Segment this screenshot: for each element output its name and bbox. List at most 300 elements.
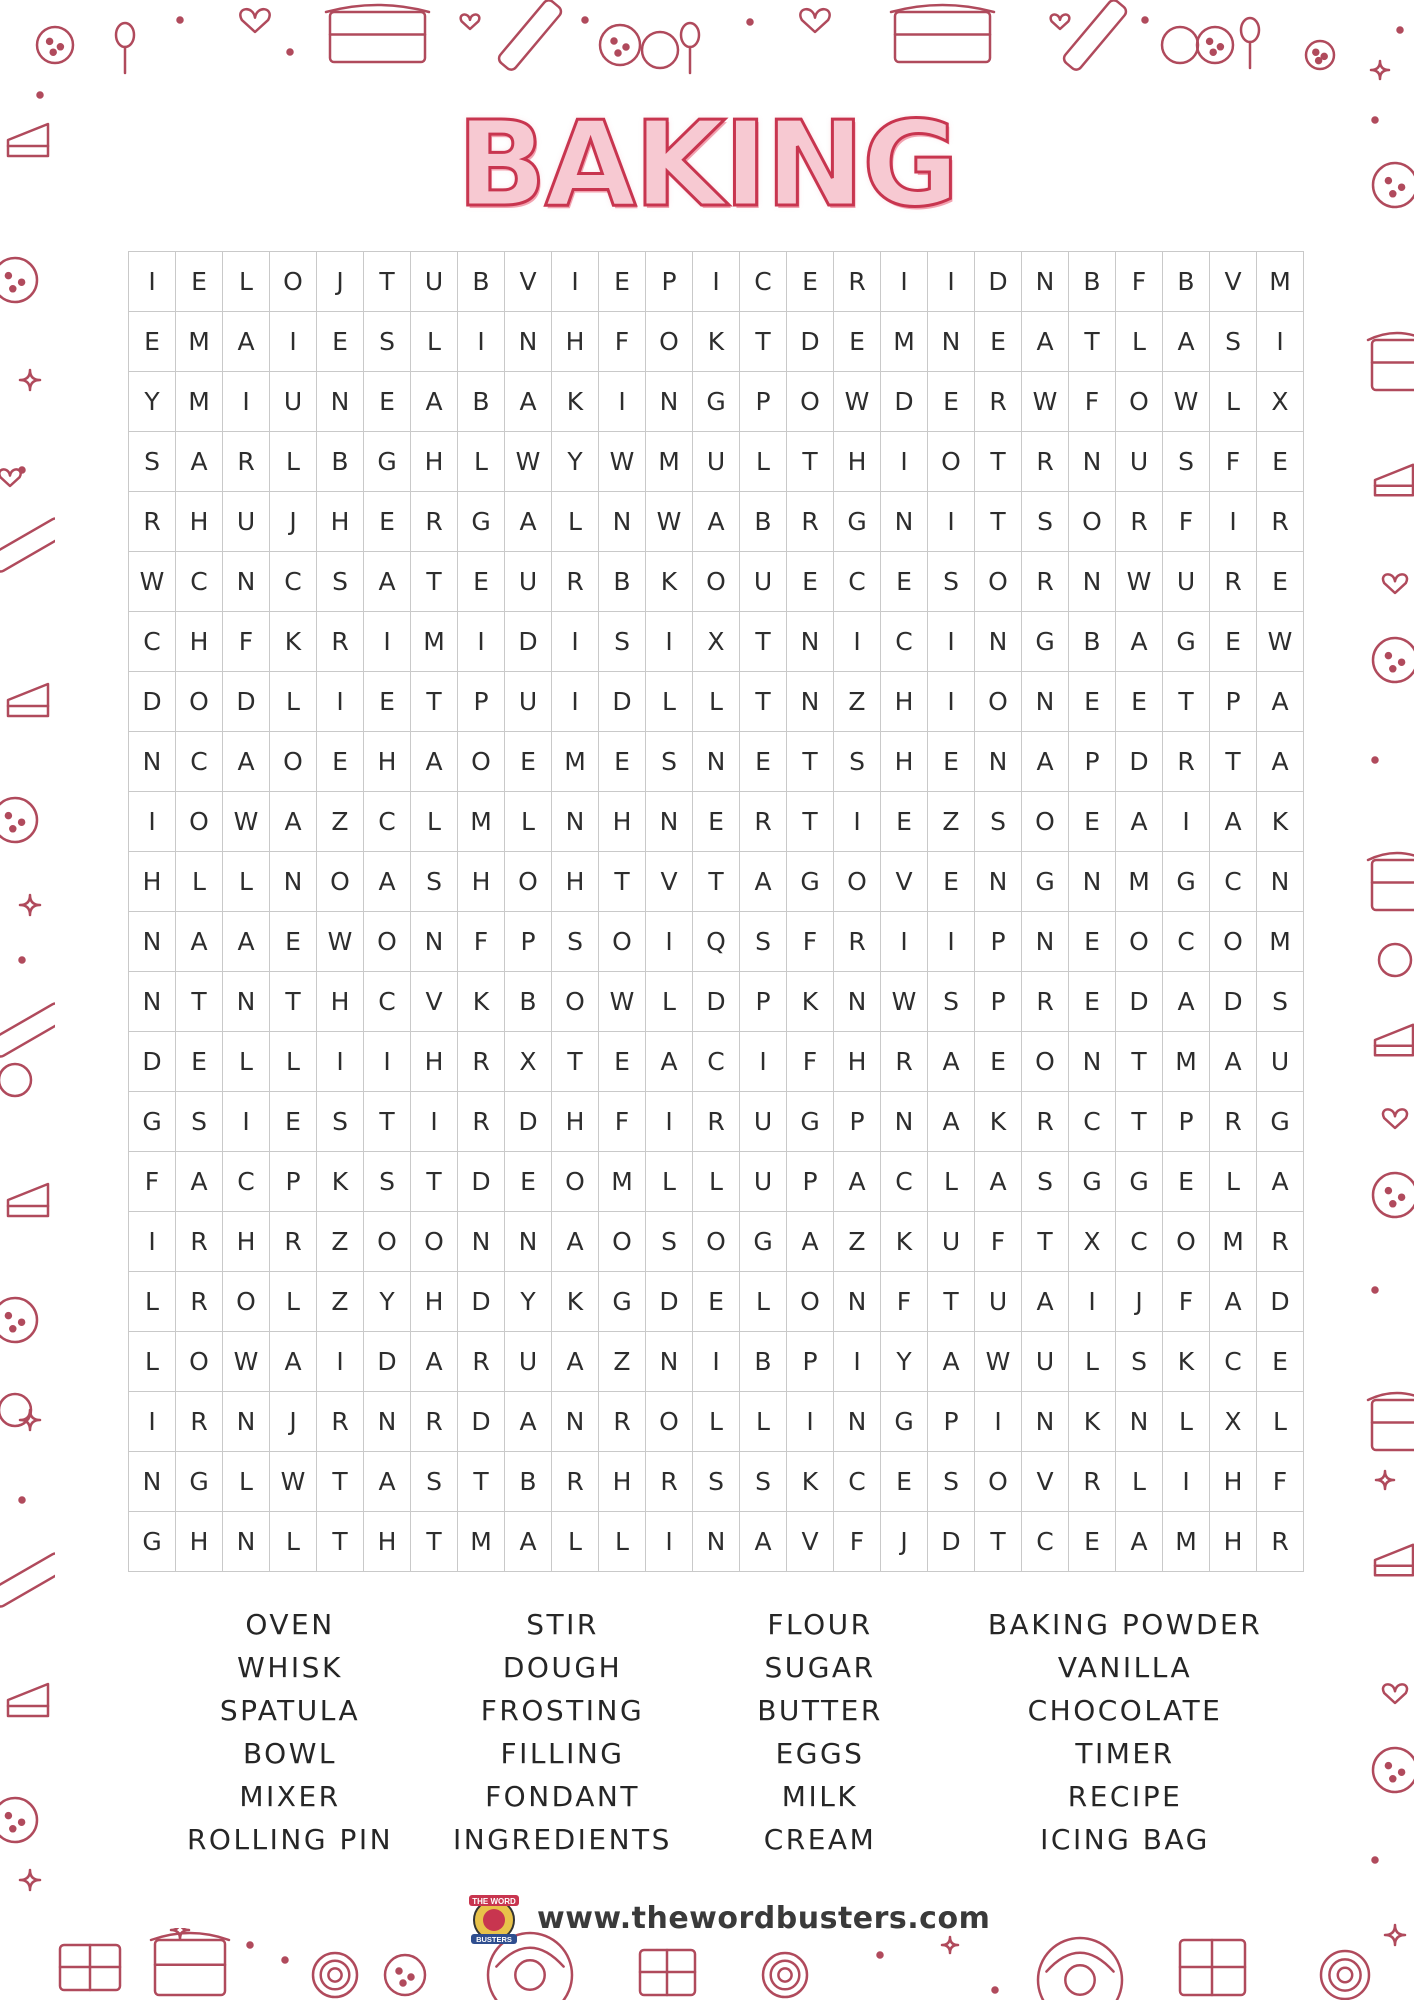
- grid-cell[interactable]: I: [129, 1212, 176, 1272]
- grid-cell[interactable]: L: [552, 1512, 599, 1572]
- grid-cell[interactable]: F: [1257, 1452, 1304, 1512]
- grid-cell[interactable]: T: [270, 972, 317, 1032]
- grid-cell[interactable]: N: [223, 1512, 270, 1572]
- grid-cell[interactable]: W: [975, 1332, 1022, 1392]
- grid-cell[interactable]: K: [787, 972, 834, 1032]
- grid-cell[interactable]: N: [552, 792, 599, 852]
- grid-cell[interactable]: G: [1163, 612, 1210, 672]
- grid-cell[interactable]: D: [1257, 1272, 1304, 1332]
- grid-cell[interactable]: I: [646, 912, 693, 972]
- grid-cell[interactable]: O: [176, 672, 223, 732]
- grid-cell[interactable]: S: [646, 1212, 693, 1272]
- grid-cell[interactable]: P: [1163, 1092, 1210, 1152]
- grid-cell[interactable]: S: [1163, 432, 1210, 492]
- grid-cell[interactable]: D: [364, 1332, 411, 1392]
- grid-cell[interactable]: I: [928, 252, 975, 312]
- grid-cell[interactable]: T: [975, 1512, 1022, 1572]
- grid-cell[interactable]: S: [928, 1452, 975, 1512]
- grid-cell[interactable]: W: [646, 492, 693, 552]
- grid-cell[interactable]: S: [646, 732, 693, 792]
- grid-cell[interactable]: N: [646, 372, 693, 432]
- grid-cell[interactable]: N: [599, 492, 646, 552]
- grid-cell[interactable]: E: [129, 312, 176, 372]
- grid-cell[interactable]: R: [223, 432, 270, 492]
- grid-cell[interactable]: E: [1116, 672, 1163, 732]
- grid-cell[interactable]: N: [1069, 432, 1116, 492]
- grid-cell[interactable]: B: [599, 552, 646, 612]
- grid-cell[interactable]: M: [1210, 1212, 1257, 1272]
- grid-cell[interactable]: W: [599, 432, 646, 492]
- grid-cell[interactable]: T: [176, 972, 223, 1032]
- grid-cell[interactable]: F: [1116, 252, 1163, 312]
- grid-cell[interactable]: H: [834, 432, 881, 492]
- grid-cell[interactable]: A: [787, 1212, 834, 1272]
- grid-cell[interactable]: B: [740, 1332, 787, 1392]
- grid-cell[interactable]: H: [364, 732, 411, 792]
- grid-cell[interactable]: L: [270, 672, 317, 732]
- grid-cell[interactable]: R: [458, 1032, 505, 1092]
- grid-cell[interactable]: T: [411, 1152, 458, 1212]
- grid-cell[interactable]: N: [552, 1392, 599, 1452]
- grid-cell[interactable]: E: [881, 552, 928, 612]
- grid-cell[interactable]: K: [646, 552, 693, 612]
- grid-cell[interactable]: P: [928, 1392, 975, 1452]
- grid-cell[interactable]: D: [505, 612, 552, 672]
- grid-cell[interactable]: I: [928, 492, 975, 552]
- grid-cell[interactable]: T: [1022, 1212, 1069, 1272]
- grid-cell[interactable]: A: [975, 1152, 1022, 1212]
- grid-cell[interactable]: O: [599, 1212, 646, 1272]
- grid-cell[interactable]: B: [740, 492, 787, 552]
- grid-cell[interactable]: X: [1069, 1212, 1116, 1272]
- grid-cell[interactable]: F: [129, 1152, 176, 1212]
- grid-cell[interactable]: E: [693, 792, 740, 852]
- grid-cell[interactable]: N: [975, 852, 1022, 912]
- grid-cell[interactable]: N: [1069, 552, 1116, 612]
- grid-cell[interactable]: G: [693, 372, 740, 432]
- grid-cell[interactable]: N: [129, 1452, 176, 1512]
- grid-cell[interactable]: I: [693, 1332, 740, 1392]
- grid-cell[interactable]: A: [1163, 312, 1210, 372]
- grid-cell[interactable]: A: [223, 732, 270, 792]
- grid-cell[interactable]: O: [223, 1272, 270, 1332]
- grid-cell[interactable]: H: [129, 852, 176, 912]
- grid-cell[interactable]: I: [364, 1032, 411, 1092]
- grid-cell[interactable]: O: [1116, 372, 1163, 432]
- grid-cell[interactable]: N: [129, 972, 176, 1032]
- grid-cell[interactable]: I: [693, 252, 740, 312]
- grid-cell[interactable]: N: [834, 972, 881, 1032]
- grid-cell[interactable]: E: [1257, 1332, 1304, 1392]
- grid-cell[interactable]: U: [740, 1092, 787, 1152]
- grid-cell[interactable]: I: [223, 372, 270, 432]
- grid-cell[interactable]: E: [1257, 432, 1304, 492]
- grid-cell[interactable]: B: [505, 1452, 552, 1512]
- grid-cell[interactable]: K: [787, 1452, 834, 1512]
- grid-cell[interactable]: C: [176, 552, 223, 612]
- grid-cell[interactable]: D: [1210, 972, 1257, 1032]
- grid-cell[interactable]: L: [505, 792, 552, 852]
- grid-cell[interactable]: L: [552, 492, 599, 552]
- grid-cell[interactable]: L: [223, 252, 270, 312]
- grid-cell[interactable]: G: [1163, 852, 1210, 912]
- grid-cell[interactable]: W: [223, 1332, 270, 1392]
- grid-cell[interactable]: P: [787, 1152, 834, 1212]
- grid-cell[interactable]: S: [1210, 312, 1257, 372]
- grid-cell[interactable]: H: [552, 852, 599, 912]
- grid-cell[interactable]: H: [1210, 1452, 1257, 1512]
- grid-cell[interactable]: O: [1022, 792, 1069, 852]
- grid-cell[interactable]: H: [552, 1092, 599, 1152]
- grid-cell[interactable]: S: [317, 1092, 364, 1152]
- grid-cell[interactable]: H: [881, 672, 928, 732]
- grid-cell[interactable]: F: [1163, 492, 1210, 552]
- grid-cell[interactable]: Z: [317, 792, 364, 852]
- grid-cell[interactable]: W: [599, 972, 646, 1032]
- grid-cell[interactable]: I: [975, 1392, 1022, 1452]
- grid-cell[interactable]: A: [740, 852, 787, 912]
- grid-cell[interactable]: N: [411, 912, 458, 972]
- grid-cell[interactable]: R: [552, 552, 599, 612]
- grid-cell[interactable]: I: [834, 1332, 881, 1392]
- grid-cell[interactable]: U: [505, 552, 552, 612]
- grid-cell[interactable]: W: [1257, 612, 1304, 672]
- grid-cell[interactable]: I: [317, 1032, 364, 1092]
- grid-cell[interactable]: A: [364, 552, 411, 612]
- grid-cell[interactable]: C: [176, 732, 223, 792]
- grid-cell[interactable]: E: [599, 732, 646, 792]
- grid-cell[interactable]: M: [458, 792, 505, 852]
- grid-cell[interactable]: M: [646, 432, 693, 492]
- grid-cell[interactable]: R: [1022, 1092, 1069, 1152]
- grid-cell[interactable]: R: [270, 1212, 317, 1272]
- grid-cell[interactable]: R: [129, 492, 176, 552]
- grid-cell[interactable]: S: [364, 312, 411, 372]
- grid-cell[interactable]: I: [646, 1512, 693, 1572]
- grid-cell[interactable]: I: [740, 1032, 787, 1092]
- grid-cell[interactable]: O: [317, 852, 364, 912]
- grid-cell[interactable]: V: [1210, 252, 1257, 312]
- grid-cell[interactable]: O: [1022, 1032, 1069, 1092]
- grid-cell[interactable]: O: [411, 1212, 458, 1272]
- grid-cell[interactable]: S: [1022, 492, 1069, 552]
- grid-cell[interactable]: E: [317, 732, 364, 792]
- grid-cell[interactable]: H: [458, 852, 505, 912]
- grid-cell[interactable]: Z: [928, 792, 975, 852]
- grid-cell[interactable]: R: [1257, 1212, 1304, 1272]
- grid-cell[interactable]: R: [975, 372, 1022, 432]
- grid-cell[interactable]: O: [975, 672, 1022, 732]
- grid-cell[interactable]: A: [1022, 1272, 1069, 1332]
- grid-cell[interactable]: E: [693, 1272, 740, 1332]
- grid-cell[interactable]: K: [693, 312, 740, 372]
- grid-cell[interactable]: X: [693, 612, 740, 672]
- grid-cell[interactable]: I: [552, 672, 599, 732]
- grid-cell[interactable]: T: [364, 252, 411, 312]
- grid-cell[interactable]: J: [881, 1512, 928, 1572]
- grid-cell[interactable]: H: [599, 1452, 646, 1512]
- grid-cell[interactable]: I: [317, 672, 364, 732]
- grid-cell[interactable]: J: [1116, 1272, 1163, 1332]
- grid-cell[interactable]: F: [787, 912, 834, 972]
- grid-cell[interactable]: R: [1210, 552, 1257, 612]
- grid-cell[interactable]: N: [1022, 912, 1069, 972]
- grid-cell[interactable]: F: [881, 1272, 928, 1332]
- grid-cell[interactable]: I: [129, 1392, 176, 1452]
- grid-cell[interactable]: I: [646, 1092, 693, 1152]
- grid-cell[interactable]: S: [693, 1452, 740, 1512]
- grid-cell[interactable]: T: [693, 852, 740, 912]
- grid-cell[interactable]: A: [1210, 1032, 1257, 1092]
- grid-cell[interactable]: L: [928, 1152, 975, 1212]
- grid-cell[interactable]: W: [223, 792, 270, 852]
- grid-cell[interactable]: C: [129, 612, 176, 672]
- grid-cell[interactable]: O: [1116, 912, 1163, 972]
- grid-cell[interactable]: H: [223, 1212, 270, 1272]
- grid-cell[interactable]: B: [317, 432, 364, 492]
- grid-cell[interactable]: S: [834, 732, 881, 792]
- grid-cell[interactable]: L: [223, 1452, 270, 1512]
- grid-cell[interactable]: F: [599, 312, 646, 372]
- grid-cell[interactable]: D: [1116, 732, 1163, 792]
- grid-cell[interactable]: T: [411, 552, 458, 612]
- grid-cell[interactable]: E: [1069, 972, 1116, 1032]
- grid-cell[interactable]: T: [740, 612, 787, 672]
- grid-cell[interactable]: N: [223, 552, 270, 612]
- grid-cell[interactable]: I: [552, 252, 599, 312]
- grid-cell[interactable]: O: [364, 912, 411, 972]
- grid-cell[interactable]: U: [740, 1152, 787, 1212]
- grid-cell[interactable]: Y: [552, 432, 599, 492]
- grid-cell[interactable]: R: [1022, 432, 1069, 492]
- grid-cell[interactable]: G: [1257, 1092, 1304, 1152]
- grid-cell[interactable]: T: [975, 492, 1022, 552]
- grid-cell[interactable]: W: [881, 972, 928, 1032]
- grid-cell[interactable]: O: [834, 852, 881, 912]
- grid-cell[interactable]: P: [975, 912, 1022, 972]
- grid-cell[interactable]: S: [928, 552, 975, 612]
- grid-cell[interactable]: O: [1163, 1212, 1210, 1272]
- grid-cell[interactable]: L: [740, 1272, 787, 1332]
- grid-cell[interactable]: B: [505, 972, 552, 1032]
- grid-cell[interactable]: U: [975, 1272, 1022, 1332]
- grid-cell[interactable]: N: [270, 852, 317, 912]
- grid-cell[interactable]: I: [223, 1092, 270, 1152]
- grid-cell[interactable]: F: [458, 912, 505, 972]
- grid-cell[interactable]: G: [1069, 1152, 1116, 1212]
- grid-cell[interactable]: R: [176, 1272, 223, 1332]
- grid-cell[interactable]: E: [599, 252, 646, 312]
- grid-cell[interactable]: H: [176, 492, 223, 552]
- grid-cell[interactable]: F: [787, 1032, 834, 1092]
- grid-cell[interactable]: G: [599, 1272, 646, 1332]
- grid-cell[interactable]: S: [740, 912, 787, 972]
- grid-cell[interactable]: H: [411, 1272, 458, 1332]
- grid-cell[interactable]: A: [505, 372, 552, 432]
- grid-cell[interactable]: L: [129, 1332, 176, 1392]
- grid-cell[interactable]: E: [928, 852, 975, 912]
- grid-cell[interactable]: M: [552, 732, 599, 792]
- grid-cell[interactable]: S: [317, 552, 364, 612]
- grid-cell[interactable]: I: [129, 252, 176, 312]
- grid-cell[interactable]: W: [270, 1452, 317, 1512]
- grid-cell[interactable]: R: [1163, 732, 1210, 792]
- grid-cell[interactable]: L: [270, 432, 317, 492]
- grid-cell[interactable]: P: [787, 1332, 834, 1392]
- grid-cell[interactable]: R: [1210, 1092, 1257, 1152]
- grid-cell[interactable]: P: [458, 672, 505, 732]
- grid-cell[interactable]: T: [1116, 1032, 1163, 1092]
- grid-cell[interactable]: E: [975, 312, 1022, 372]
- grid-cell[interactable]: G: [176, 1452, 223, 1512]
- grid-cell[interactable]: K: [552, 372, 599, 432]
- grid-cell[interactable]: Y: [364, 1272, 411, 1332]
- grid-cell[interactable]: Q: [693, 912, 740, 972]
- grid-cell[interactable]: I: [458, 312, 505, 372]
- grid-cell[interactable]: L: [1210, 1152, 1257, 1212]
- grid-cell[interactable]: G: [834, 492, 881, 552]
- grid-cell[interactable]: E: [176, 252, 223, 312]
- grid-cell[interactable]: P: [505, 912, 552, 972]
- grid-cell[interactable]: R: [787, 492, 834, 552]
- grid-cell[interactable]: N: [787, 672, 834, 732]
- grid-cell[interactable]: T: [411, 1512, 458, 1572]
- grid-cell[interactable]: S: [928, 972, 975, 1032]
- grid-cell[interactable]: A: [1257, 732, 1304, 792]
- grid-cell[interactable]: C: [881, 1152, 928, 1212]
- website-link[interactable]: www.thewordbusters.com: [537, 1900, 991, 1936]
- grid-cell[interactable]: L: [693, 1152, 740, 1212]
- grid-cell[interactable]: L: [1116, 1452, 1163, 1512]
- grid-cell[interactable]: P: [1210, 672, 1257, 732]
- grid-cell[interactable]: S: [740, 1452, 787, 1512]
- grid-cell[interactable]: I: [317, 1332, 364, 1392]
- grid-cell[interactable]: V: [505, 252, 552, 312]
- grid-cell[interactable]: C: [364, 972, 411, 1032]
- grid-cell[interactable]: W: [1022, 372, 1069, 432]
- grid-cell[interactable]: K: [458, 972, 505, 1032]
- grid-cell[interactable]: A: [928, 1332, 975, 1392]
- grid-cell[interactable]: Z: [317, 1272, 364, 1332]
- grid-cell[interactable]: D: [881, 372, 928, 432]
- grid-cell[interactable]: S: [176, 1092, 223, 1152]
- grid-cell[interactable]: M: [176, 312, 223, 372]
- grid-cell[interactable]: A: [693, 492, 740, 552]
- grid-cell[interactable]: R: [599, 1392, 646, 1452]
- grid-cell[interactable]: G: [1022, 852, 1069, 912]
- grid-cell[interactable]: N: [505, 1212, 552, 1272]
- grid-cell[interactable]: E: [317, 312, 364, 372]
- grid-cell[interactable]: N: [1116, 1392, 1163, 1452]
- grid-cell[interactable]: C: [693, 1032, 740, 1092]
- grid-cell[interactable]: E: [176, 1032, 223, 1092]
- grid-cell[interactable]: I: [928, 912, 975, 972]
- grid-cell[interactable]: E: [270, 912, 317, 972]
- grid-cell[interactable]: C: [270, 552, 317, 612]
- grid-cell[interactable]: D: [458, 1152, 505, 1212]
- grid-cell[interactable]: A: [928, 1032, 975, 1092]
- grid-cell[interactable]: E: [834, 312, 881, 372]
- grid-cell[interactable]: K: [1163, 1332, 1210, 1392]
- grid-cell[interactable]: E: [458, 552, 505, 612]
- grid-cell[interactable]: K: [270, 612, 317, 672]
- grid-cell[interactable]: U: [740, 552, 787, 612]
- grid-cell[interactable]: L: [270, 1272, 317, 1332]
- grid-cell[interactable]: L: [740, 432, 787, 492]
- grid-cell[interactable]: U: [505, 1332, 552, 1392]
- grid-cell[interactable]: S: [552, 912, 599, 972]
- grid-cell[interactable]: E: [364, 372, 411, 432]
- grid-cell[interactable]: P: [740, 972, 787, 1032]
- grid-cell[interactable]: I: [1257, 312, 1304, 372]
- grid-cell[interactable]: N: [975, 612, 1022, 672]
- grid-cell[interactable]: I: [364, 612, 411, 672]
- grid-cell[interactable]: N: [787, 612, 834, 672]
- grid-cell[interactable]: A: [223, 912, 270, 972]
- grid-cell[interactable]: O: [787, 1272, 834, 1332]
- grid-cell[interactable]: N: [1069, 852, 1116, 912]
- grid-cell[interactable]: G: [1116, 1152, 1163, 1212]
- grid-cell[interactable]: A: [411, 1332, 458, 1392]
- grid-cell[interactable]: K: [552, 1272, 599, 1332]
- grid-cell[interactable]: I: [458, 612, 505, 672]
- grid-cell[interactable]: U: [505, 672, 552, 732]
- grid-cell[interactable]: E: [1069, 1512, 1116, 1572]
- grid-cell[interactable]: D: [1116, 972, 1163, 1032]
- grid-cell[interactable]: N: [223, 1392, 270, 1452]
- grid-cell[interactable]: T: [1163, 672, 1210, 732]
- grid-cell[interactable]: V: [411, 972, 458, 1032]
- grid-cell[interactable]: M: [176, 372, 223, 432]
- grid-cell[interactable]: L: [270, 1032, 317, 1092]
- grid-cell[interactable]: H: [1210, 1512, 1257, 1572]
- grid-cell[interactable]: E: [1069, 792, 1116, 852]
- grid-cell[interactable]: F: [599, 1092, 646, 1152]
- grid-cell[interactable]: I: [881, 912, 928, 972]
- grid-cell[interactable]: C: [1210, 1332, 1257, 1392]
- grid-cell[interactable]: T: [411, 672, 458, 732]
- grid-cell[interactable]: L: [646, 972, 693, 1032]
- grid-cell[interactable]: I: [1069, 1272, 1116, 1332]
- grid-cell[interactable]: U: [411, 252, 458, 312]
- grid-cell[interactable]: M: [881, 312, 928, 372]
- grid-cell[interactable]: A: [364, 1452, 411, 1512]
- grid-cell[interactable]: P: [646, 252, 693, 312]
- grid-cell[interactable]: X: [505, 1032, 552, 1092]
- grid-cell[interactable]: D: [129, 672, 176, 732]
- grid-cell[interactable]: A: [928, 1092, 975, 1152]
- grid-cell[interactable]: N: [1069, 1032, 1116, 1092]
- grid-cell[interactable]: A: [1210, 792, 1257, 852]
- grid-cell[interactable]: A: [411, 732, 458, 792]
- grid-cell[interactable]: N: [223, 972, 270, 1032]
- grid-cell[interactable]: C: [1210, 852, 1257, 912]
- grid-cell[interactable]: E: [787, 552, 834, 612]
- grid-cell[interactable]: I: [599, 372, 646, 432]
- grid-cell[interactable]: A: [223, 312, 270, 372]
- grid-cell[interactable]: T: [787, 732, 834, 792]
- grid-cell[interactable]: I: [552, 612, 599, 672]
- grid-cell[interactable]: J: [317, 252, 364, 312]
- grid-cell[interactable]: L: [693, 1392, 740, 1452]
- grid-cell[interactable]: U: [1022, 1332, 1069, 1392]
- grid-cell[interactable]: A: [176, 432, 223, 492]
- grid-cell[interactable]: C: [223, 1152, 270, 1212]
- grid-cell[interactable]: A: [505, 1392, 552, 1452]
- grid-cell[interactable]: E: [1069, 672, 1116, 732]
- grid-cell[interactable]: A: [176, 912, 223, 972]
- grid-cell[interactable]: D: [458, 1272, 505, 1332]
